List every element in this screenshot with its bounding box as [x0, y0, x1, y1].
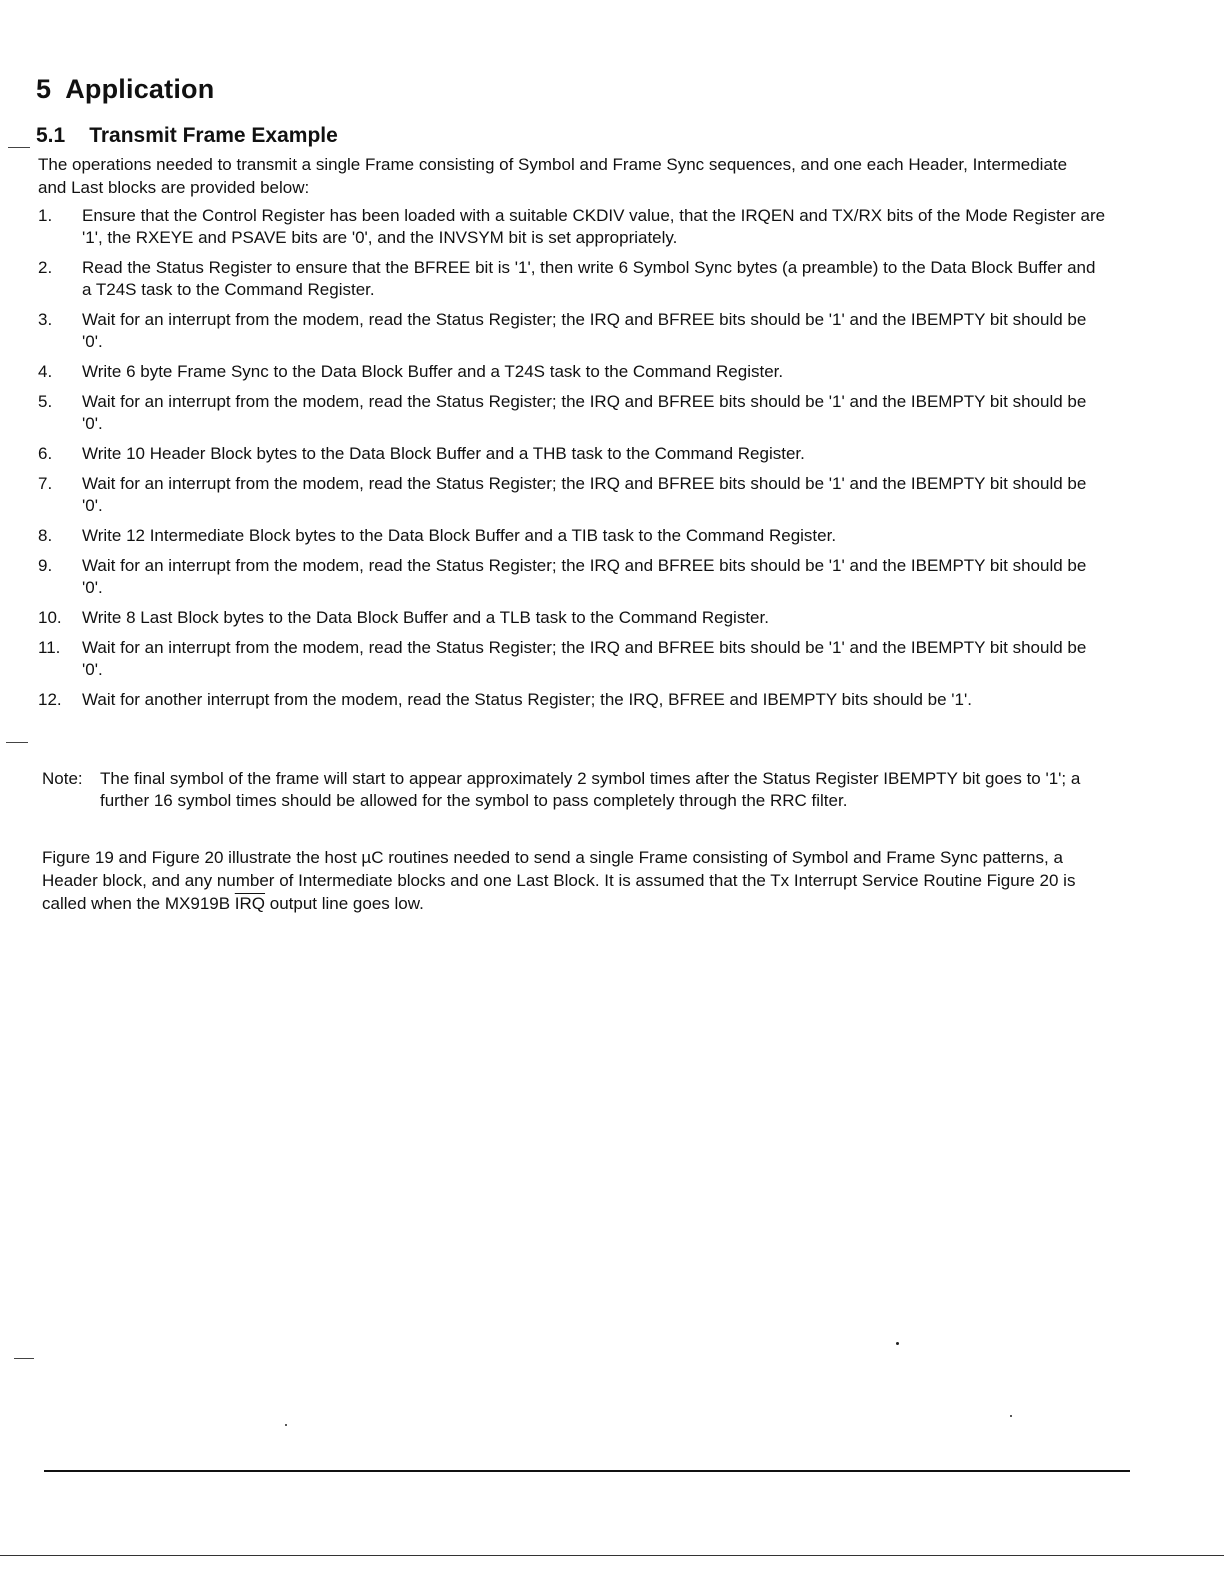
step-number: 7.	[38, 474, 53, 493]
step-number: 6.	[38, 444, 53, 463]
section-heading	[36, 74, 214, 105]
scan-mark	[8, 147, 30, 148]
subsection-number: 5.1	[36, 124, 66, 147]
scan-dot	[285, 1424, 287, 1426]
closing-paragraph	[42, 846, 1102, 915]
list-item	[38, 473, 1108, 517]
step-text: Write 6 byte Frame Sync to the Data Block Buffer and a T24S task to the Command Register.	[82, 362, 784, 381]
step-text: Write 12 Intermediate Block bytes to the Data Block Buffer and a TIB task to the Command Register.	[82, 526, 837, 545]
section-number: 5	[36, 74, 52, 104]
step-text: Wait for an interrupt from the modem, read the Status Register; the IRQ and BFREE bits should be '1' and the IBEMPTY bit should be '0'.	[82, 638, 1087, 679]
section-title: Application	[65, 74, 215, 104]
list-item	[38, 443, 1108, 465]
note-label: Note:	[42, 769, 83, 788]
intro-paragraph: The operations needed to transmit a single Frame consisting of Symbol and Frame Sync sequences, and one each Header, Intermediate and Last blocks are provided below:	[38, 155, 1068, 197]
step-text: Wait for an interrupt from the modem, read the Status Register; the IRQ and BFREE bits should be '1' and the IBEMPTY bit should be '0'.	[82, 474, 1087, 515]
step-text: Write 8 Last Block bytes to the Data Block Buffer and a TLB task to the Command Register.	[82, 608, 769, 627]
step-text: Wait for an interrupt from the modem, read the Status Register; the IRQ and BFREE bits should be '1' and the IBEMPTY bit should be '0'.	[82, 310, 1087, 351]
page-edge-rule	[0, 1555, 1224, 1556]
list-item	[38, 637, 1108, 681]
list-item	[38, 689, 1108, 711]
step-number: 12.	[38, 690, 62, 709]
closing-text-before: Figure 19 and Figure 20 illustrate the host µC routines needed to send a single Frame consisting of Symbol and Frame Sync patterns, a Header block, and any number of Intermediate blocks and one Last Block. It is assumed that the Tx Interrupt Service Routine Figure 20 is called when the MX919B	[42, 848, 1076, 913]
step-number: 4.	[38, 362, 53, 381]
list-item	[38, 555, 1108, 599]
list-item	[38, 525, 1108, 547]
step-text: Wait for another interrupt from the modem, read the Status Register; the IRQ, BFREE and IBEMPTY bits should be '1'.	[82, 690, 972, 709]
step-text: Ensure that the Control Register has been loaded with a suitable CKDIV value, that the IRQEN and TX/RX bits of the Mode Register are '1', the RXEYE and PSAVE bits are '0', and the INVSYM bit is set appropriately.	[82, 206, 1106, 247]
step-number: 9.	[38, 556, 53, 575]
footer-rule	[44, 1470, 1130, 1472]
scan-dot	[896, 1342, 899, 1345]
subsection-title: Transmit Frame Example	[89, 124, 338, 147]
step-text: Wait for an interrupt from the modem, read the Status Register; the IRQ and BFREE bits should be '1' and the IBEMPTY bit should be '0'.	[82, 392, 1087, 433]
scan-mark	[14, 1358, 34, 1359]
step-text: Write 10 Header Block bytes to the Data Block Buffer and a THB task to the Command Register.	[82, 444, 805, 463]
step-text: Wait for an interrupt from the modem, read the Status Register; the IRQ and BFREE bits should be '1' and the IBEMPTY bit should be '0'.	[82, 556, 1087, 597]
step-number: 11.	[38, 638, 61, 657]
steps-list	[38, 205, 1108, 719]
step-number: 3.	[38, 310, 53, 329]
list-item	[38, 607, 1108, 629]
irq-signal: $\overline{IRQ}$	[234, 894, 266, 913]
list-item	[38, 309, 1108, 353]
step-number: 10.	[38, 608, 62, 627]
step-number: 5.	[38, 392, 53, 411]
step-number: 1.	[38, 206, 53, 225]
step-number: 8.	[38, 526, 53, 545]
step-text: Read the Status Register to ensure that the BFREE bit is '1', then write 6 Symbol Sync bytes (a preamble) to the Data Block Buffer and a T24S task to the Command Register.	[82, 258, 1096, 299]
list-item	[38, 205, 1108, 249]
subsection-heading	[36, 124, 338, 148]
scan-dot	[1010, 1415, 1012, 1417]
note-block	[42, 768, 1112, 812]
list-item	[38, 361, 1108, 383]
list-item	[38, 257, 1108, 301]
step-number: 2.	[38, 258, 53, 277]
note-text: The final symbol of the frame will start to appear approximately 2 symbol times after the Status Register IBEMPTY bit goes to '1'; a further 16 symbol times should be allowed for the symbol to pass completely through the RRC filter.	[100, 769, 1081, 810]
scan-mark	[6, 742, 28, 743]
list-item	[38, 391, 1108, 435]
closing-text-after: output line goes low.	[265, 894, 424, 913]
